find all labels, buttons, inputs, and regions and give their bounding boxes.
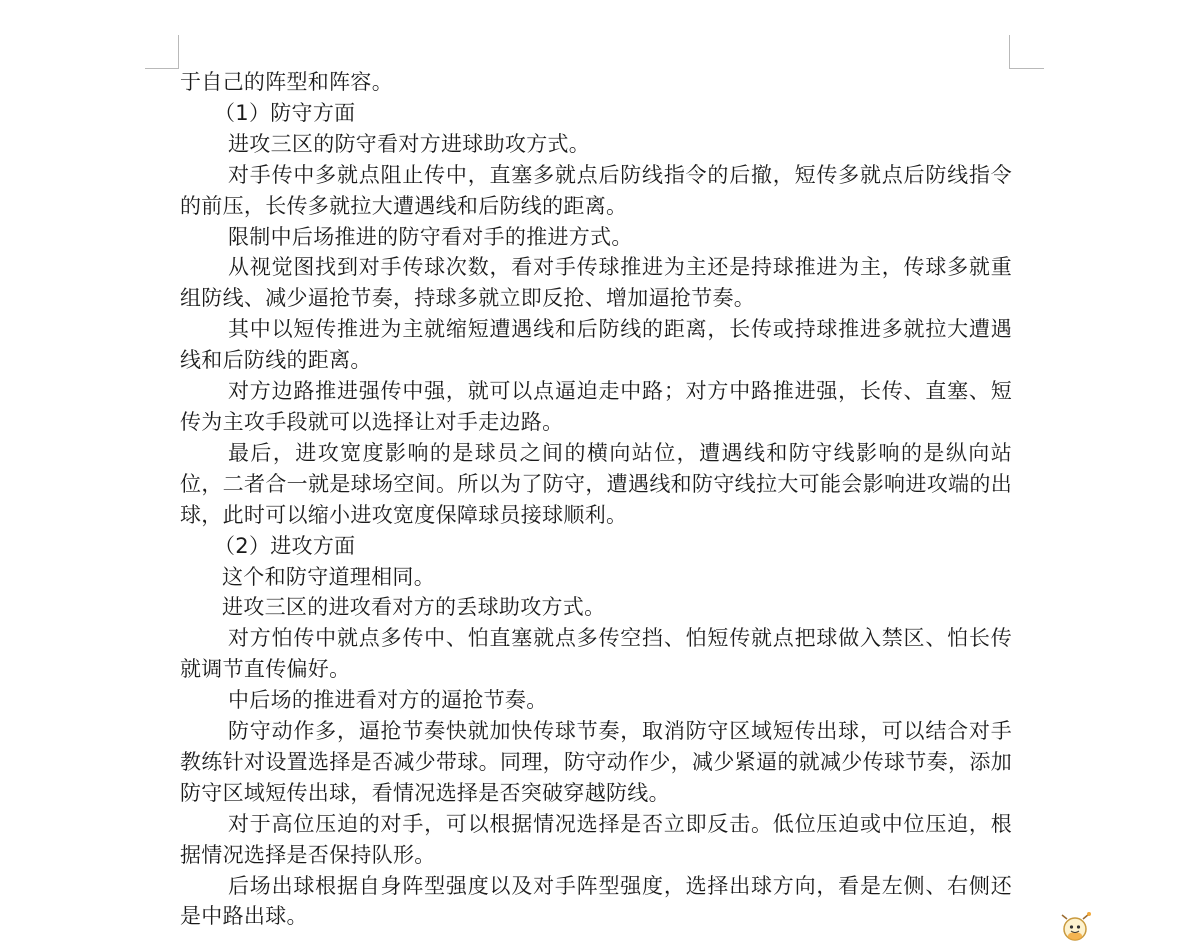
paragraph-8: 对方边路推进强传中强，就可以点逼迫走中路；对方中路推进强，长传、直塞、短传为主攻手段就可以选择让对手走边路。: [180, 379, 1012, 434]
paragraph-3: 进攻三区的防守看对方进球助攻方式。: [228, 131, 591, 156]
page-corner-mark-top-right: [1009, 35, 1044, 69]
paragraph-17: 后场出球根据自身阵型强度以及对手阵型强度，选择出球方向，看是左侧、右侧还是中路出球。: [180, 873, 1012, 929]
paragraph-15: 防守动作多，逼抢节奏快就加快传球节奏，取消防守区域短传出球，可以结合对手教练针对设置选择是否减少带球。同理，防守动作少，减少紧逼的就减少传球节奏，添加防守区域短传出球，看情况选择是否突破穿越防线。: [180, 719, 1012, 805]
paragraph-12: 进攻三区的进攻看对方的丢球助攻方式。: [222, 595, 606, 620]
wps-mascot-icon[interactable]: [1058, 910, 1094, 944]
paragraph-13: 对方怕传中就点多传中、怕直塞就点多传空挡、怕短传就点把球做入禁区、怕长传就调节直传偏好。: [180, 626, 1012, 682]
section-heading-defense: （1）防守方面: [214, 100, 356, 125]
paragraph-14: 中后场的推进看对方的逼抢节奏。: [228, 688, 548, 713]
paragraph-9: 最后，进攻宽度影响的是球员之间的横向站位，遭遇线和防守线影响的是纵向站位，二者合一就是球场空间。所以为了防守，遭遇线和防守线拉大可能会影响进攻端的出球，此时可以缩小进攻宽度保障球员接球顺利。: [180, 440, 1012, 527]
paragraph-5: 限制中后场推进的防守看对手的推进方式。: [228, 224, 633, 249]
page-corner-mark-top-left: [145, 35, 179, 69]
paragraph-7: 其中以短传推进为主就缩短遭遇线和后防线的距离，长传或持球推进多就拉大遭遇线和后防线的距离。: [180, 317, 1012, 373]
paragraph-1: 于自己的阵型和阵容。: [180, 70, 393, 94]
paragraph-4: 对手传中多就点阻止传中，直塞多就点后防线指令的后撤，短传多就点后防线指令的前压，长传多就拉大遭遇线和后防线的距离。: [180, 162, 1012, 218]
document-body[interactable]: [180, 67, 1012, 932]
paragraph-11: 这个和防守道理相同。: [222, 564, 435, 589]
section-heading-attack: （2）进攻方面: [214, 533, 356, 558]
paragraph-6: 从视觉图找到对手传球次数，看对手传球推进为主还是持球推进为主，传球多就重组防线、减少逼抢节奏，持球多就立即反抢、增加逼抢节奏。: [180, 255, 1012, 311]
paragraph-16: 对于高位压迫的对手，可以根据情况选择是否立即反击。低位压迫或中位压迫，根据情况选择是否保持队形。: [180, 811, 1012, 867]
mascot-graphic: [1058, 910, 1094, 944]
